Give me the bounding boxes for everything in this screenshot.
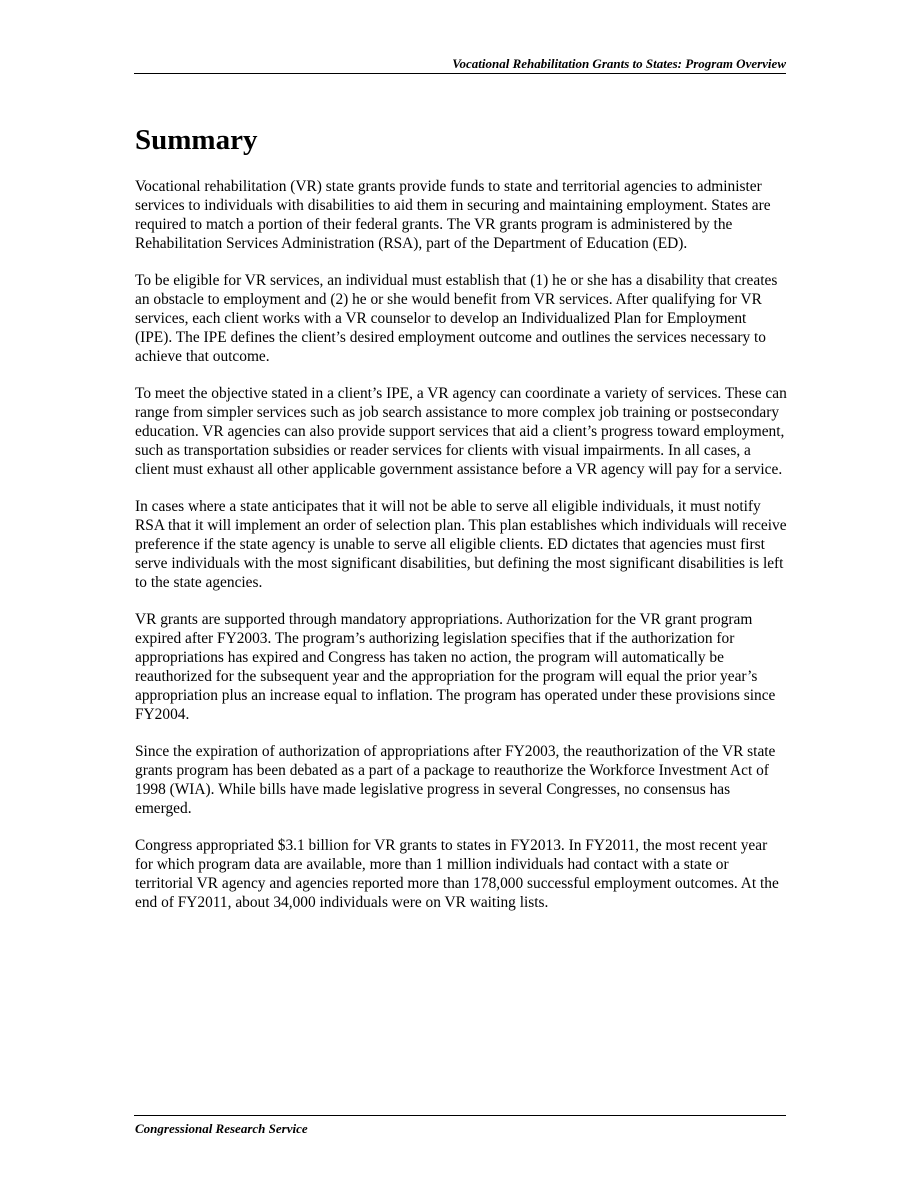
summary-paragraph-3: To meet the objective stated in a client’s IPE, a VR agency can coordinate a variety of services. These can range from simpler services such as job search assistance to more complex job training or postsecondary education. VR agencies can also provide support services that aid a client’s progress toward employment, such as transportation subsidies or reader services for clients with visual impairments. In all cases, a client must exhaust all other applicable government assistance before a VR agency will pay for a service. [135, 385, 787, 478]
summary-paragraph-2: To be eligible for VR services, an individual must establish that (1) he or she has a disability that creates an obstacle to employment and (2) he or she would benefit from VR services. After qualifying for VR services, each client works with a VR counselor to develop an Individualized Plan for Employment (IPE). The IPE defines the client’s desired employment outcome and outlines the services necessary to achieve that outcome. [135, 272, 778, 365]
summary-paragraph-7: Congress appropriated $3.1 billion for VR grants to states in FY2013. In FY2011, the most recent year for which program data are available, more than 1 million individuals had contact with a state or territorial VR agency and agencies reported more than 178,000 successful employment outcomes. At the end of FY2011, about 34,000 individuals were on VR waiting lists. [135, 837, 779, 911]
header-divider [134, 73, 786, 74]
summary-body [135, 177, 787, 930]
running-footer: Congressional Research Service [135, 1121, 308, 1136]
footer-divider [134, 1115, 786, 1116]
summary-paragraph-4: In cases where a state anticipates that it will not be able to serve all eligible individuals, it must notify RSA that it will implement an order of selection plan. This plan establishes which individuals will receive preference if the state agency is unable to serve all eligible clients. ED dictates that agencies must first serve individuals with the most significant disabilities, but defining the most significant disabilities is left to the state agencies. [135, 498, 787, 591]
section-title: Summary [135, 124, 258, 156]
summary-paragraph-1: Vocational rehabilitation (VR) state grants provide funds to state and territorial agencies to administer services to individuals with disabilities to aid them in securing and maintaining employment. States are required to match a portion of their federal grants. The VR grants program is administered by the Rehabilitation Services Administration (RSA), part of the Department of Education (ED). [135, 178, 771, 252]
running-header: Vocational Rehabilitation Grants to States: Program Overview [452, 56, 786, 71]
summary-paragraph-6: Since the expiration of authorization of appropriations after FY2003, the reauthorization of the VR state grants program has been debated as a part of a package to reauthorize the Workforce Investment Act of 1998 (WIA). While bills have made legislative progress in several Congresses, no consensus has emerged. [135, 743, 776, 817]
summary-paragraph-5: VR grants are supported through mandatory appropriations. Authorization for the VR grant program expired after FY2003. The program’s authorizing legislation specifies that if the authorization for appropriations has expired and Congress has taken no action, the program will automatically be reauthorized for the subsequent year and the appropriation for the program will equal the prior year’s appropriation plus an increase equal to inflation. The program has operated under these provisions since FY2004. [135, 611, 776, 723]
